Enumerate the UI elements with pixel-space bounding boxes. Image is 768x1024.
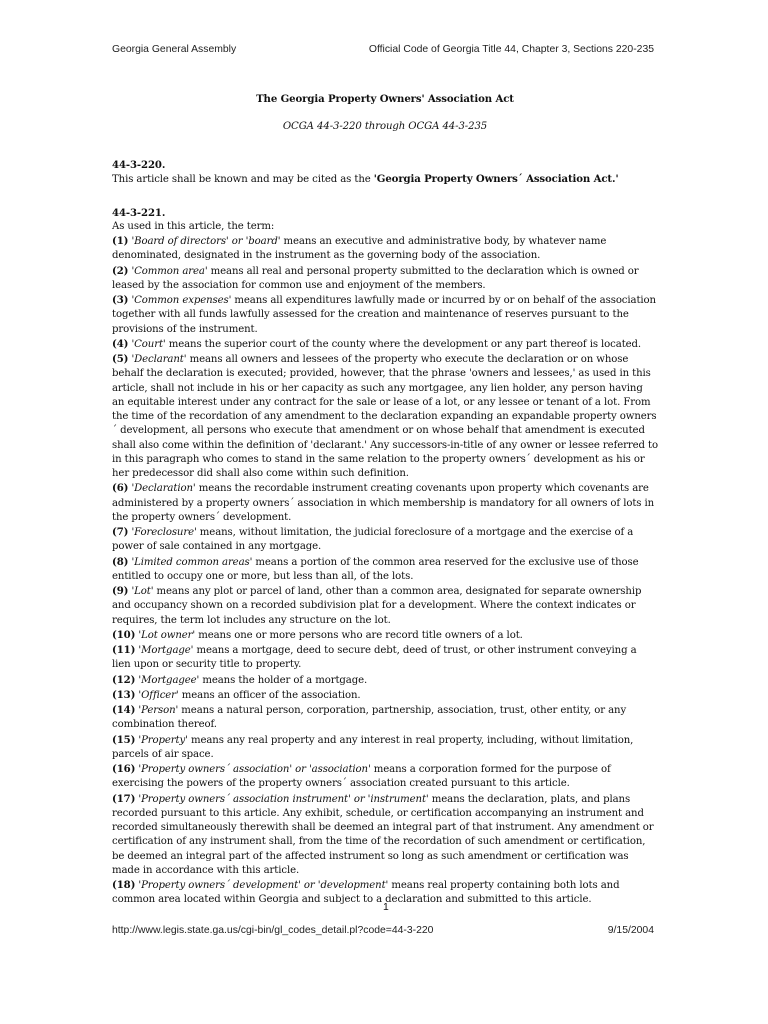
definition-item (112, 234, 658, 264)
definition-text: means real property containing both lots and common area located within Georgia and subject to a declaration and submitted to this article. (112, 880, 620, 906)
definition-text: means the superior court of the county where the development or any part thereof is located. (165, 338, 642, 350)
definition-item (112, 352, 658, 481)
footer-url: http://www.legis.state.ga.us/cgi-bin/gl_codes_detail.pl?code=44-3-220 (112, 925, 434, 936)
definition-term: 'Declaration' (131, 483, 196, 495)
definition-item (112, 733, 658, 763)
document-title: The Georgia Property Owners' Association Act (256, 93, 514, 105)
definition-term: 'Limited common areas' (131, 556, 253, 568)
definitions-list (112, 234, 658, 908)
definition-term: 'Property' (138, 734, 188, 746)
definition-text: means all real and personal property submitted to the declaration which is owned or leased by the association for common use and enjoyment of the members. (112, 265, 639, 291)
section-heading-220: 44-3-220. (112, 159, 166, 171)
document-subtitle: OCGA 44-3-220 through OCGA 44-3-235 (282, 121, 488, 132)
section-heading-221: 44-3-221. (112, 206, 166, 219)
definition-text: means, without limitation, the judicial foreclosure of a mortgage and the exercise of a power of sale contained in any mortgage. (112, 527, 634, 553)
definition-number: (10) (112, 628, 136, 641)
definition-item (112, 555, 658, 585)
definition-number: (13) (112, 688, 136, 701)
definition-term: 'Property owners´ development' or 'development' (138, 880, 389, 891)
definition-text: means the declaration, plats, and plans recorded pursuant to this article. Any exhibit, schedule, or certification accompanying an instrument and recorded simultaneously therewith shall be deemed an integral part of that instrument. Any amendment or certification of any instrument shall, from the time of the recordation of such amendment or certification, be deemed an integral part of the affected instrument so long as such amendment or certification was made in accordance with this article. (112, 793, 654, 876)
page-number: 1 (383, 902, 389, 913)
definition-number: (1) (112, 235, 129, 247)
definition-text: means all owners and lessees of the property who execute the declaration or on whose behalf the declaration is executed; provided, however, that the phrase 'owners and lessees,' as used in this article, shall not include in his or her capacity as such any mortgagee, any lien holder, any person having an equitable interest under any contract for the sale or lease of a lot, or any lessee or tenant of a lot. From the time of the recordation of any amendment to the declaration expanding an expandable property owners´ development, all persons who execute that amendment or on whose behalf that amendment is executed shall also come within the definition of 'declarant.' Any successors-in-title of any owner or lessee referred to in this paragraph who comes to stand in the same relation to the property owners´ development as his or her predecessor did shall also come within such definition. (112, 354, 658, 479)
footer-date: 9/15/2004 (607, 925, 654, 936)
document-body (112, 92, 658, 908)
section-220-text (112, 172, 658, 187)
definition-item (112, 762, 658, 792)
definition-text: means any real property and any interest in real property, including, without limitation, parcels of air space. (112, 734, 634, 760)
definition-item (112, 628, 658, 643)
definition-number: (8) (112, 555, 129, 568)
definition-number: (17) (112, 792, 136, 805)
definition-number: (9) (112, 585, 129, 597)
definition-number: (7) (112, 526, 129, 538)
definition-number: (4) (112, 337, 129, 350)
definition-item (112, 688, 658, 703)
definition-number: (15) (112, 733, 136, 746)
definition-text: means a corporation formed for the purpose of exercising the powers of the property owners´ association created pursuant to this article. (112, 764, 611, 790)
definition-number: (18) (112, 879, 136, 891)
act-name: 'Georgia Property Owners´ Association Act.' (373, 173, 619, 186)
definition-item (112, 481, 658, 525)
definition-number: (2) (112, 264, 129, 277)
definition-item (112, 703, 658, 733)
definition-number: (12) (112, 673, 136, 686)
definition-term: 'Property owners´ association instrument' or 'instrument' (138, 793, 429, 805)
definition-text: means a portion of the common area reserved for the exclusive use of those entitled to occupy one or more, but less than all, of the lots. (112, 556, 639, 582)
definition-item (112, 264, 658, 294)
definition-text: means an executive and administrative body, by whatever name denominated, designated in the instrument as the governing body of the association. (112, 236, 607, 262)
definition-term: 'Mortgagee' (138, 674, 200, 686)
definition-term: 'Mortgage' (138, 645, 194, 656)
section-221-intro: As used in this article, the term: (112, 220, 275, 232)
definition-term: 'Common expenses' (131, 295, 232, 306)
definition-term: 'Lot' (131, 586, 154, 597)
definition-number: (16) (112, 763, 136, 775)
definition-text: means any plot or parcel of land, other than a common area, designated for separate ownership and occupancy shown on a recorded subdivision plat for a development. Where the context indicates or requires, the term lot includes any structure on the lot. (112, 586, 642, 626)
definition-text: means the holder of a mortgage. (199, 674, 368, 686)
definition-item (112, 584, 658, 628)
definition-item (112, 525, 658, 555)
definition-number: (14) (112, 704, 136, 716)
definition-text: means an officer of the association. (178, 689, 361, 701)
definition-number: (11) (112, 644, 136, 656)
definition-number: (3) (112, 294, 129, 306)
definition-term: 'Lot owner' (138, 629, 196, 641)
definition-item (112, 293, 658, 337)
section-220-text-lead: This article shall be known and may be cited as the (112, 174, 374, 186)
definition-number: (6) (112, 482, 129, 495)
definition-item (112, 643, 658, 673)
definition-text: means one or more persons who are record title owners of a lot. (195, 629, 523, 641)
definition-text: means a natural person, corporation, partnership, association, trust, other entity, or any combination thereof. (112, 705, 627, 731)
definition-term: 'Declarant' (131, 354, 187, 365)
definition-item (112, 792, 658, 879)
definition-term: 'Property owners´ association' or 'association' (138, 764, 371, 775)
definition-term: 'Foreclosure' (131, 527, 197, 538)
definition-term: 'Officer' (138, 689, 179, 701)
definition-term: 'Common area' (131, 265, 208, 277)
definition-term: 'Person' (138, 705, 179, 716)
definition-text: means all expenditures lawfully made or incurred by or on behalf of the association together with all funds lawfully assessed for the creation and maintenance of reserves pursuant to the provisions of the instrument. (112, 295, 656, 335)
definition-number: (5) (112, 353, 129, 365)
definition-item (112, 673, 658, 688)
definition-text: means the recordable instrument creating covenants upon property which covenants are administered by a property owners´ association in which membership is mandatory for all owners of lots in the property owners´ development. (112, 483, 655, 523)
definition-term: 'Court' (131, 338, 166, 350)
header-left-text: Georgia General Assembly (112, 44, 237, 55)
definition-text: means a mortgage, deed to secure debt, deed of trust, or other instrument conveying a lien upon or security title to property. (112, 645, 637, 671)
definition-term: 'Board of directors' or 'board' (131, 236, 281, 247)
definition-item (112, 337, 658, 352)
header-right-text: Official Code of Georgia Title 44, Chapter 3, Sections 220-235 (368, 44, 654, 55)
